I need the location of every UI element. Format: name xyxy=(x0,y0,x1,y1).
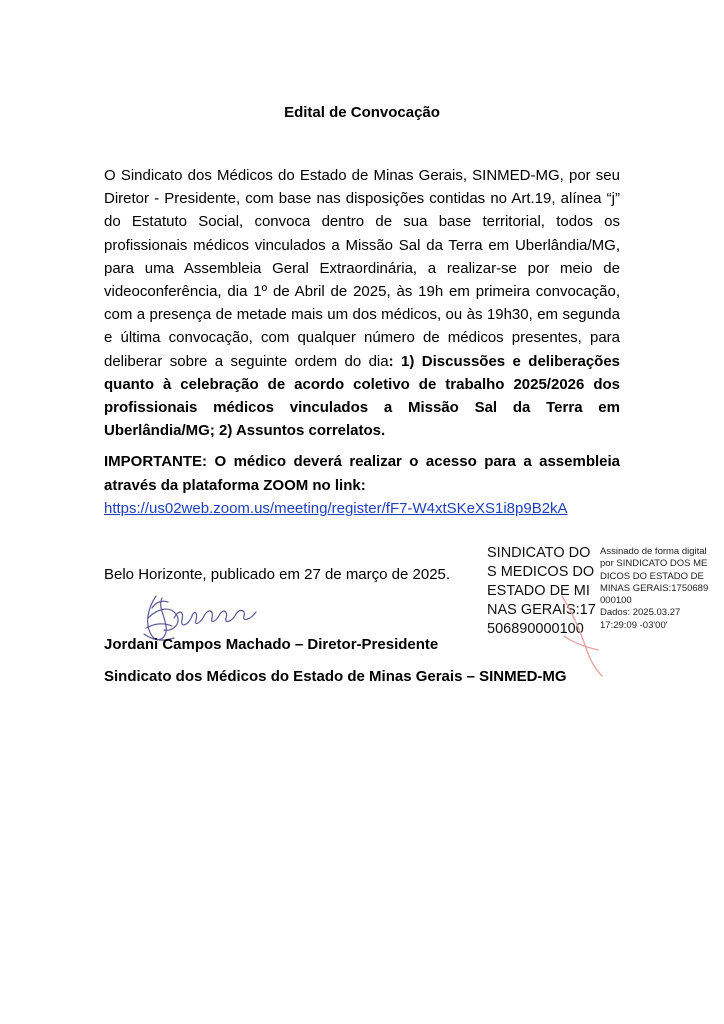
important-notice: IMPORTANTE: O médico deverá realizar o acesso para a assembleia através da plataforma ZOOM no link: xyxy=(104,453,620,494)
signature-date: Dados: 2025.03.27 xyxy=(600,607,681,619)
zoom-registration-link[interactable]: https://us02web.zoom.us/meeting/register/fF7-W4xtSKeXS1i8p9B2kA xyxy=(104,500,568,517)
signature-time: 17:29:09 -03'00' xyxy=(600,619,668,631)
convocation-paragraph xyxy=(104,164,620,442)
signed-by-label: Assinado de forma digital por SINDICATO DOS MEDICOS DO ESTADO DE MINAS GERAIS:1750689000100 xyxy=(600,546,709,607)
document-title: Edital de Convocação xyxy=(284,104,440,121)
digital-signature-name: SINDICATO DOS MEDICOS DO ESTADO DE MINAS GERAIS:17506890000100 xyxy=(487,545,596,637)
convocation-body xyxy=(104,164,620,497)
organization-name: Sindicato dos Médicos do Estado de Minas Gerais – SINMED-MG xyxy=(104,668,567,685)
digital-signature-mark xyxy=(556,590,606,680)
digital-signature-details xyxy=(600,546,712,632)
signer-name: Jordani Campos Machado – Diretor-Presidente xyxy=(104,636,439,653)
place-date: Belo Horizonte, publicado em 27 de março de 2025. xyxy=(104,566,451,583)
agenda-text: : 1) Discussões e deliberações quanto à celebração de acordo coletivo de trabalho 2025/2026 dos profissionais médicos vinculados a Missão Sal da Terra em Uberlândia/MG; 2) Assuntos correlatos. xyxy=(104,352,621,440)
convocation-text: O Sindicato dos Médicos do Estado de Minas Gerais, SINMED-MG, por seu Diretor - Presidente, com base nas disposições contidas no Art.19, alínea “j” do Estatuto Social, convoca dentro de sua base territorial, todos os profissionais médicos vinculados a Missão Sal da Terra em Uberlândia/MG, para uma Assembleia Geral Extraordinária, a realizar-se por meio de videoconferência, dia 1º de Abril de 2025, às 19h em primeira convocação, com a presença de metade mais um dos médicos, ou às 19h30, em segunda e última convocação, com qualquer número de médicos presentes, para deliberar sobre a seguinte ordem do dia xyxy=(104,167,620,370)
